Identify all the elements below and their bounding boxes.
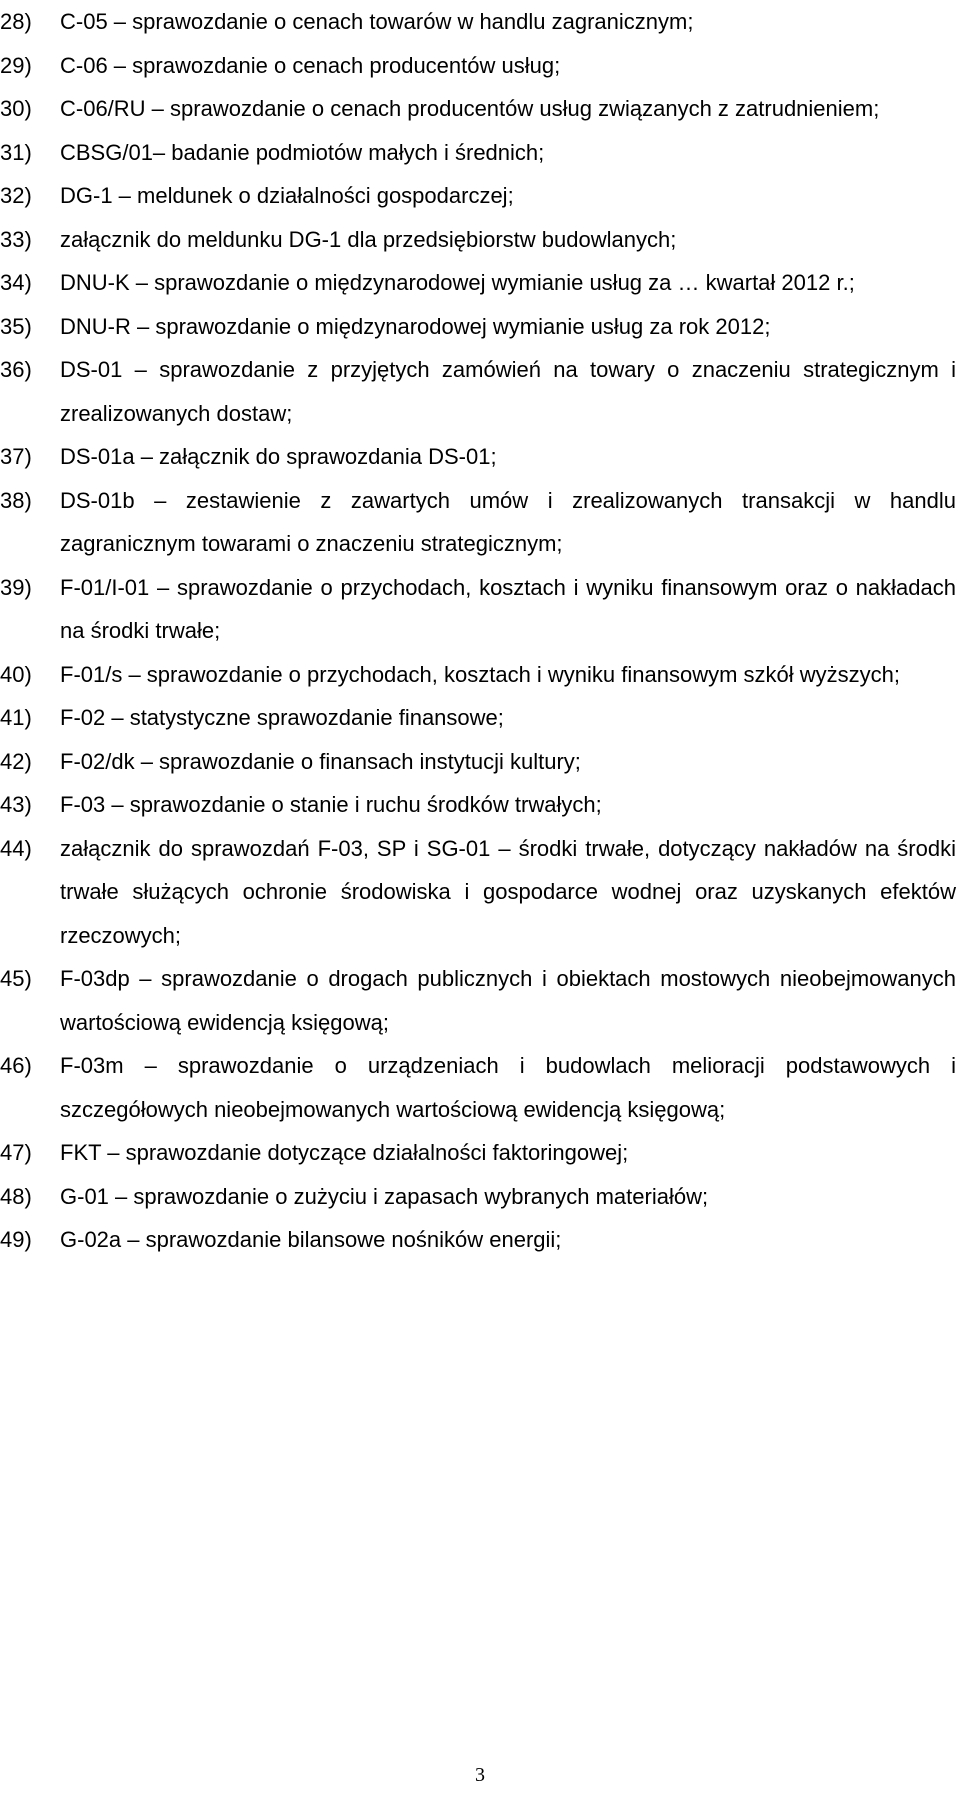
item-number: 48)	[0, 1183, 32, 1209]
item-number: 43)	[0, 792, 32, 817]
item-number: 49)	[0, 1227, 32, 1252]
item-number: 39)	[0, 574, 32, 600]
item-number: 34)	[0, 270, 32, 295]
list-item	[0, 696, 960, 740]
list-item	[0, 653, 960, 697]
list-item	[0, 1131, 960, 1175]
item-number: 44)	[0, 835, 32, 861]
item-number: 40)	[0, 661, 32, 687]
item-text: DS-01 – sprawozdanie z przyjętych zamówień na towary o znaczeniu strategicznym i zrealizowanych dostaw;	[60, 357, 956, 426]
item-number: 42)	[0, 748, 32, 774]
list-item	[0, 218, 960, 262]
item-text: F-02/dk – sprawozdanie o finansach instytucji kultury;	[60, 748, 581, 774]
item-text: C-05 – sprawozdanie o cenach towarów w handlu zagranicznym;	[60, 9, 694, 34]
list-item	[0, 479, 960, 566]
item-text: F-03 – sprawozdanie o stanie i ruchu środków trwałych;	[60, 792, 602, 817]
item-text: DS-01a – załącznik do sprawozdania DS-01;	[60, 444, 497, 469]
item-number: 35)	[0, 313, 32, 339]
item-text: FKT – sprawozdanie dotyczące działalności faktoringowej;	[60, 1140, 629, 1165]
item-text: C-06/RU – sprawozdanie o cenach producentów usług związanych z zatrudnieniem;	[60, 96, 880, 121]
list-item	[0, 1044, 960, 1131]
list-item	[0, 566, 960, 653]
list-item	[0, 87, 960, 131]
item-text: DS-01b – zestawienie z zawartych umów i zrealizowanych transakcji w handlu zagranicznym towarami o znaczeniu strategicznym;	[60, 487, 956, 556]
item-text: DG-1 – meldunek o działalności gospodarczej;	[60, 183, 514, 208]
item-number: 32)	[0, 183, 32, 208]
page-number: 3	[475, 1764, 485, 1786]
item-text: G-01 – sprawozdanie o zużyciu i zapasach wybranych materiałów;	[60, 1183, 709, 1209]
list-item	[0, 783, 960, 827]
list-item	[0, 827, 960, 958]
item-number: 47)	[0, 1140, 32, 1165]
item-number: 37)	[0, 444, 32, 469]
item-text: G-02a – sprawozdanie bilansowe nośników energii;	[60, 1227, 562, 1252]
item-number: 28)	[0, 9, 32, 34]
item-number: 36)	[0, 357, 32, 382]
item-text: DNU-R – sprawozdanie o międzynarodowej wymianie usług za rok 2012;	[60, 313, 771, 339]
list-item	[0, 0, 960, 44]
item-text: F-03m – sprawozdanie o urządzeniach i budowlach melioracji podstawowych i szczegółowych nieobejmowanych wartościową ewidencją księgową;	[60, 1053, 956, 1122]
list-item	[0, 740, 960, 784]
item-number: 38)	[0, 487, 32, 513]
item-number: 30)	[0, 96, 32, 121]
list-item	[0, 1175, 960, 1219]
item-text: CBSG/01– badanie podmiotów małych i średnich;	[60, 139, 545, 165]
list-item	[0, 435, 960, 479]
item-number: 31)	[0, 139, 32, 165]
item-text: DNU-K – sprawozdanie o międzynarodowej wymianie usług za … kwartał 2012 r.;	[60, 270, 855, 295]
item-text: załącznik do sprawozdań F-03, SP i SG-01 – środki trwałe, dotyczący nakładów na środki trwałe służących ochronie środowiska i gospodarce wodnej oraz uzyskanych efektów rzeczowych;	[60, 835, 956, 948]
item-text: F-02 – statystyczne sprawozdanie finansowe;	[60, 705, 504, 730]
list-item	[0, 44, 960, 88]
item-number: 46)	[0, 1053, 32, 1078]
list-item	[0, 305, 960, 349]
item-text: F-01/s – sprawozdanie o przychodach, kosztach i wyniku finansowym szkół wyższych;	[60, 661, 901, 687]
list-item	[0, 131, 960, 175]
list-item	[0, 348, 960, 435]
item-text: F-01/I-01 – sprawozdanie o przychodach, kosztach i wyniku finansowym oraz o nakładach na środki trwałe;	[60, 574, 956, 643]
item-text: F-03dp – sprawozdanie o drogach publicznych i obiektach mostowych nieobejmowanych wartościową ewidencją księgową;	[60, 966, 956, 1035]
item-text: załącznik do meldunku DG-1 dla przedsiębiorstw budowlanych;	[60, 226, 677, 252]
item-text: C-06 – sprawozdanie o cenach producentów usług;	[60, 52, 561, 78]
item-number: 33)	[0, 226, 32, 252]
item-number: 41)	[0, 705, 32, 730]
list-item	[0, 261, 960, 305]
list-item	[0, 1218, 960, 1262]
list-item	[0, 957, 960, 1044]
list-item	[0, 174, 960, 218]
item-number: 29)	[0, 52, 32, 78]
item-number: 45)	[0, 966, 32, 991]
